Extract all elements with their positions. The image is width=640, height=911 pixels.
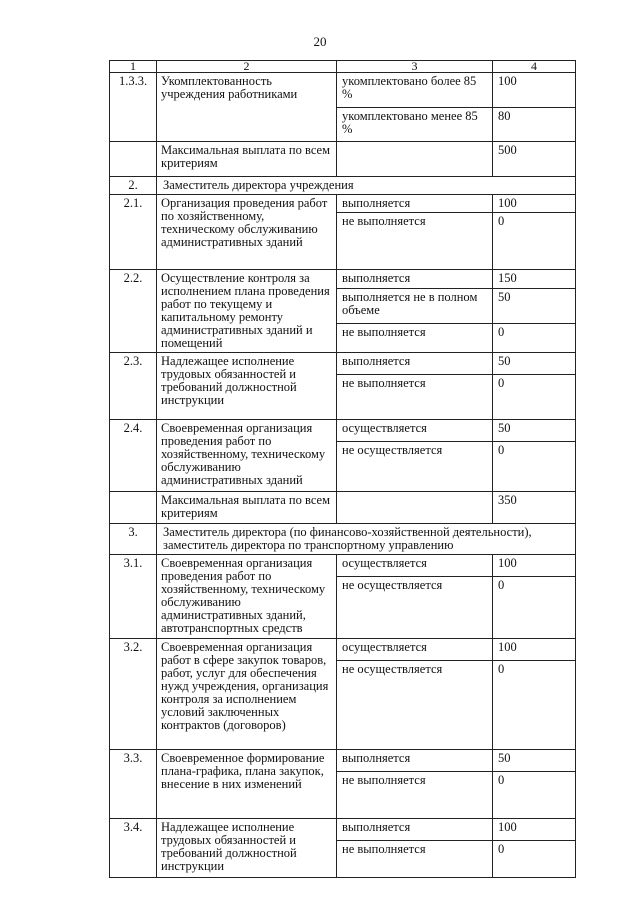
condition-text: не выполняется — [337, 374, 492, 419]
payment-value: 50 — [498, 354, 511, 368]
section-title: Заместитель директора (по финансово-хозяйственной деятельности), заместитель директора по транспортному управлению — [157, 524, 576, 555]
row-number — [110, 142, 157, 177]
condition-cell — [337, 420, 493, 492]
payment-value: 500 — [498, 143, 517, 157]
condition-text: выполняется — [342, 820, 411, 834]
condition-text: выполняется — [342, 354, 411, 368]
table-row — [110, 750, 576, 819]
condition-text: не выполняется — [337, 771, 492, 818]
condition-text — [337, 492, 492, 523]
row-number: 2. — [110, 177, 157, 195]
condition-cell — [337, 270, 493, 353]
payment-value: 0 — [493, 840, 575, 877]
criterion-label: Осуществление контроля за исполнением плана проведения работ по текущему и капитальному ремонту административных зданий и помещений — [157, 270, 337, 353]
payment-value: 50 — [493, 288, 575, 323]
condition-cell — [337, 639, 493, 750]
condition-text: не осуществляется — [337, 441, 492, 491]
table-row — [110, 73, 576, 142]
table-row — [110, 639, 576, 750]
condition-text: выполняется — [342, 271, 411, 285]
condition-cell — [337, 555, 493, 639]
payment-cell — [493, 73, 576, 142]
table-header-row — [110, 61, 576, 73]
payment-cell — [493, 270, 576, 353]
payment-value: 0 — [493, 660, 575, 749]
criterion-label: Надлежащее исполнение трудовых обязанностей и требований должностной инструкции — [157, 353, 337, 420]
table-row — [110, 492, 576, 524]
column-header: 2 — [157, 61, 337, 73]
criterion-label: Максимальная выплата по всем критериям — [157, 142, 337, 177]
condition-text: не осуществляется — [337, 576, 492, 638]
criterion-label: Своевременная организация работ в сфере закупок товаров, работ, услуг для обеспечения нужд учреждения, организация контроля за исполнением условий заключенных контрактов (договоров) — [157, 639, 337, 750]
table-row — [110, 819, 576, 878]
payment-value: 100 — [498, 640, 517, 654]
table-row — [110, 177, 576, 195]
payment-value: 0 — [493, 441, 575, 491]
condition-text: выполняется — [342, 196, 411, 210]
condition-text: выполняется — [342, 751, 411, 765]
payment-value: 0 — [493, 576, 575, 638]
payment-cell — [493, 420, 576, 492]
payment-value: 0 — [493, 212, 575, 269]
column-header: 3 — [337, 61, 493, 73]
row-number: 3.4. — [110, 819, 157, 878]
payment-cell — [493, 639, 576, 750]
table-row — [110, 524, 576, 555]
condition-text: не осуществляется — [337, 660, 492, 749]
payment-cell — [493, 819, 576, 878]
table-row — [110, 195, 576, 270]
criterion-label: Организация проведения работ по хозяйственному, техническому обслуживанию административных зданий — [157, 195, 337, 270]
condition-cell — [337, 142, 493, 177]
criterion-label: Своевременная организация проведения работ по хозяйственному, техническому обслуживанию административных зданий, автотранспортных средств — [157, 555, 337, 639]
payment-value: 100 — [498, 196, 517, 210]
payment-cell — [493, 195, 576, 270]
table-row — [110, 353, 576, 420]
row-number: 3.3. — [110, 750, 157, 819]
condition-cell — [337, 353, 493, 420]
row-number — [110, 492, 157, 524]
payment-value: 100 — [498, 74, 517, 88]
condition-text: укомплектовано более 85 % — [342, 74, 477, 101]
column-header: 1 — [110, 61, 157, 73]
condition-cell — [337, 195, 493, 270]
payment-value: 350 — [498, 493, 517, 507]
row-number: 2.2. — [110, 270, 157, 353]
row-number: 3.2. — [110, 639, 157, 750]
row-number: 1.3.3. — [110, 73, 157, 142]
payment-cell — [493, 750, 576, 819]
criterion-label: Укомплектованность учреждения работниками — [157, 73, 337, 142]
column-header: 4 — [493, 61, 576, 73]
section-title: Заместитель директора учреждения — [157, 177, 576, 195]
condition-cell — [337, 819, 493, 878]
table-row — [110, 555, 576, 639]
row-number: 2.4. — [110, 420, 157, 492]
condition-text: не выполняется — [337, 840, 492, 877]
payment-cell — [493, 353, 576, 420]
payment-value: 150 — [498, 271, 517, 285]
condition-text: осуществляется — [342, 640, 427, 654]
payment-value: 0 — [493, 771, 575, 818]
criterion-label: Максимальная выплата по всем критериям — [157, 492, 337, 524]
table-row — [110, 142, 576, 177]
criteria-table — [109, 60, 576, 878]
table-row — [110, 270, 576, 353]
row-number: 2.3. — [110, 353, 157, 420]
table-row — [110, 420, 576, 492]
payment-value: 80 — [493, 107, 575, 141]
condition-cell — [337, 73, 493, 142]
condition-text: не выполняется — [337, 323, 492, 345]
condition-text: осуществляется — [342, 421, 427, 435]
condition-text: укомплектовано менее 85 % — [337, 107, 492, 141]
row-number: 3.1. — [110, 555, 157, 639]
condition-text: не выполняется — [337, 212, 492, 269]
payment-value: 0 — [493, 323, 575, 345]
payment-cell — [493, 492, 576, 524]
payment-value: 50 — [498, 421, 511, 435]
payment-cell — [493, 555, 576, 639]
condition-cell — [337, 492, 493, 524]
criterion-label: Надлежащее исполнение трудовых обязанностей и требований должностной инструкции — [157, 819, 337, 878]
payment-value: 0 — [493, 374, 575, 419]
payment-value: 50 — [498, 751, 511, 765]
payment-cell — [493, 142, 576, 177]
criterion-label: Своевременная организация проведения работ по хозяйственному, техническому обслуживанию административных зданий — [157, 420, 337, 492]
payment-value: 100 — [498, 556, 517, 570]
row-number: 3. — [110, 524, 157, 555]
condition-text — [337, 142, 492, 176]
condition-text: выполняется не в полном объеме — [337, 288, 492, 323]
criterion-label: Своевременное формирование плана-графика, плана закупок, внесение в них изменений — [157, 750, 337, 819]
page-number: 20 — [313, 34, 327, 49]
condition-cell — [337, 750, 493, 819]
condition-text: осуществляется — [342, 556, 427, 570]
row-number: 2.1. — [110, 195, 157, 270]
payment-value: 100 — [498, 820, 517, 834]
